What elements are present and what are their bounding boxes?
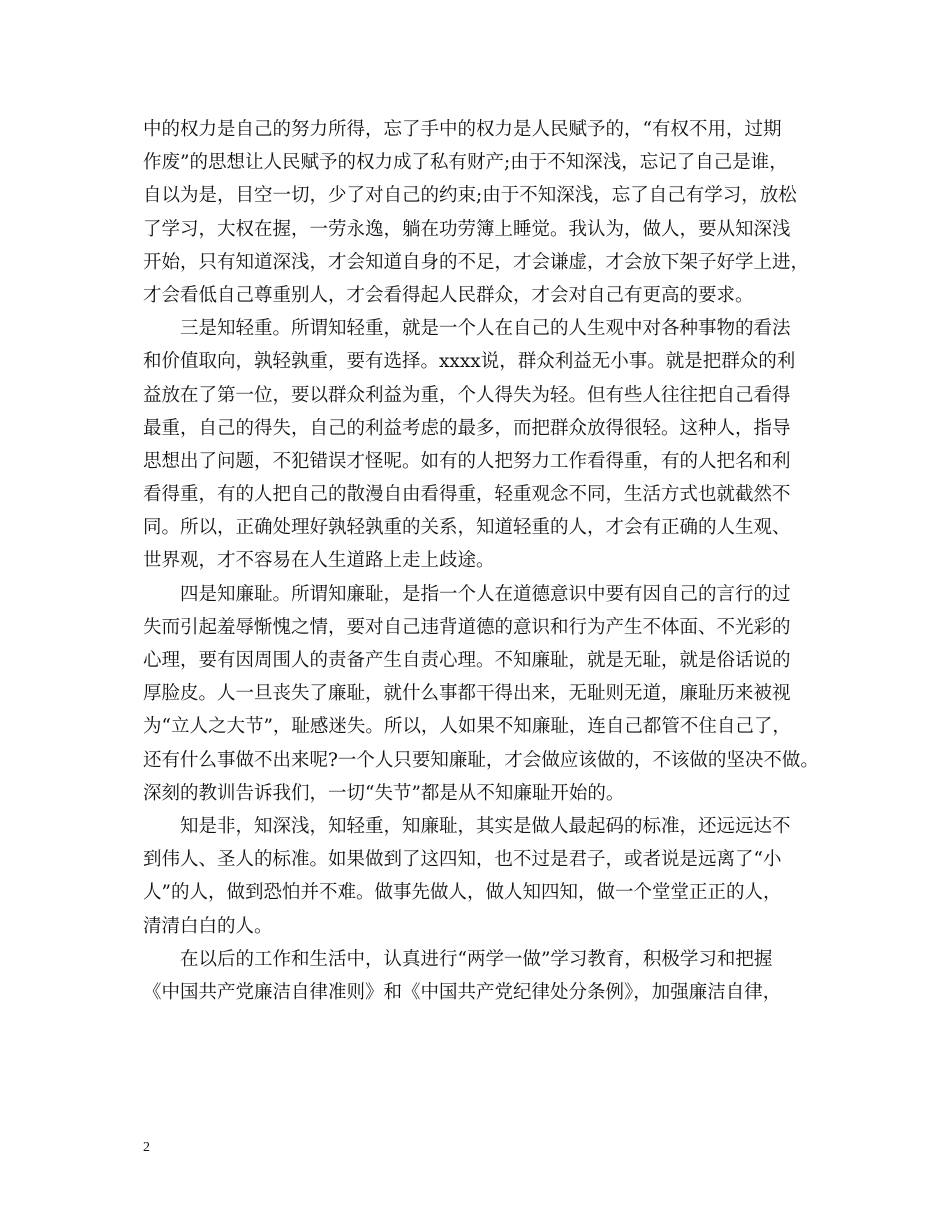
text-line: 清清白白的人。	[143, 915, 273, 937]
text-line: 心理，要有因周围人的责备产生自责心理。不知廉耻，就是无耻，就是俗话说的	[143, 650, 791, 671]
paragraph-first-line: 知是非，知深浅，知轻重，知廉耻，其实是做人最起码的标准，还远远达不	[180, 815, 791, 837]
page-number: 2	[143, 1140, 150, 1155]
text-line: 失而引起羞辱惭愧之情，要对自己违背道德的意识和行为产生不体面、不光彩的	[143, 616, 791, 638]
text-line: 《中国共产党廉洁自律准则》和《中国共产党纪律处分条例》，加强廉洁自律，	[143, 981, 782, 1003]
text-line: 世界观，才不容易在人生道路上走上歧途。	[143, 550, 495, 572]
text-line: 看得重，有的人把自己的散漫自由看得重，轻重观念不同，生活方式也就截然不	[143, 484, 791, 506]
text-line: 到伟人、圣人的标准。如果做到了这四知，也不过是君子，或者说是远离了“小	[143, 849, 782, 871]
text-line: 厚脸皮。人一旦丧失了廉耻，就什么事都干得出来，无耻则无道，廉耻历来被视	[143, 683, 791, 705]
text-line: 益放在了第一位，要以群众利益为重，个人得失为轻。但有些人往往把自己看得	[143, 384, 791, 406]
text-line: 最重，自己的得失，自己的利益考虑的最多，而把群众放得很轻。这种人，指导	[143, 417, 791, 439]
text-line: 开始，只有知道深浅，才会知道自身的不足，才会谦虚，才会放下架子好学上进，	[143, 251, 810, 273]
text-line: 自以为是，目空一切，少了对自己的约束;由于不知深浅，忘了自己有学习，放松	[143, 185, 797, 207]
text-line: 中的权力是自己的努力所得，忘了手中的权力是人民赋予的，“有权不用，过期	[143, 119, 782, 140]
paragraph-first-line: 四是知廉耻。所谓知廉耻，是指一个人在道德意识中要有因自己的言行的过	[180, 583, 791, 605]
text-line: 和价值取向，孰轻孰重，要有选择。xxxx说，群众利益无小事。就是把群众的利	[143, 351, 796, 373]
body-text	[143, 113, 819, 1009]
text-line: 还有什么事做不出来呢?一个人只要知廉耻，才会做应该做的，不该做的坚决不做。	[143, 749, 819, 771]
text-line: 思想出了问题，不犯错误才怪呢。如有的人把努力工作看得重，有的人把名和利	[143, 450, 791, 472]
text-line: 了学习，大权在握，一劳永逸，躺在功劳簿上睡觉。我认为，做人，要从知深浅	[143, 218, 791, 240]
text-line: 才会看低自己尊重别人，才会看得起人民群众，才会对自己有更高的要求。	[143, 284, 754, 306]
text-line: 同。所以，正确处理好孰轻孰重的关系，知道轻重的人，才会有正确的人生观、	[143, 517, 791, 539]
paragraph-first-line: 在以后的工作和生活中，认真进行“两学一做”学习教育，积极学习和把握	[180, 948, 773, 970]
text-line: 人”的人，做到恐怕并不难。做事先做人，做人知四知，做一个堂堂正正的人，	[143, 882, 782, 904]
text-line: 为“立人之大节”，耻感迷失。所以，人如果不知廉耻，连自己都管不住自己了，	[143, 716, 791, 738]
text-line: 作废”的思想让人民赋予的权力成了私有财产;由于不知深浅，忘记了自己是谁，	[143, 152, 788, 174]
paragraph-first-line: 三是知轻重。所谓知轻重，就是一个人在自己的人生观中对各种事物的看法	[180, 318, 791, 340]
text-line: 深刻的教训告诉我们，一切“失节”都是从不知廉耻开始的。	[143, 782, 625, 804]
